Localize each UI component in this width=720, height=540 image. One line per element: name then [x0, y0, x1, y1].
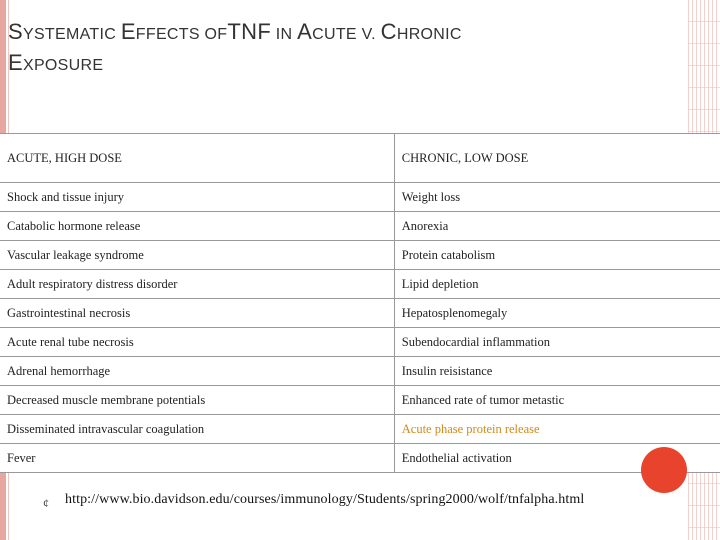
table-header-row [0, 134, 720, 183]
chronic-cell: Endothelial activation [394, 444, 720, 473]
table-row [0, 212, 720, 241]
acute-cell: Decreased muscle membrane potentials [0, 386, 394, 415]
table-row [0, 444, 720, 473]
acute-cell: Disseminated intravascular coagulation [0, 415, 394, 444]
table-row [0, 299, 720, 328]
source-url[interactable]: http://www.bio.davidson.edu/courses/immunology/Students/spring2000/wolf/tnfalpha.html [65, 492, 585, 507]
acute-cell: Vascular leakage syndrome [0, 241, 394, 270]
table-row [0, 386, 720, 415]
chronic-cell-highlighted: Acute phase protein release [394, 415, 720, 444]
chronic-cell: Weight loss [394, 183, 720, 212]
decorative-circle [641, 447, 687, 493]
acute-cell: Acute renal tube necrosis [0, 328, 394, 357]
tnf-effects-table [0, 133, 720, 473]
acute-cell: Gastrointestinal necrosis [0, 299, 394, 328]
acute-cell: Catabolic hormone release [0, 212, 394, 241]
bullet-icon: ¢ [43, 496, 49, 510]
table-row [0, 241, 720, 270]
table-row [0, 357, 720, 386]
acute-cell: Adrenal hemorrhage [0, 357, 394, 386]
chronic-cell: Insulin reisistance [394, 357, 720, 386]
chronic-cell: Anorexia [394, 212, 720, 241]
header-acute: ACUTE, HIGH DOSE [0, 134, 394, 183]
chronic-cell: Hepatosplenomegaly [394, 299, 720, 328]
chronic-cell: Subendocardial inflammation [394, 328, 720, 357]
table-row [0, 328, 720, 357]
table-row [0, 270, 720, 299]
acute-cell: Adult respiratory distress disorder [0, 270, 394, 299]
table-row [0, 183, 720, 212]
chronic-cell: Enhanced rate of tumor metastic [394, 386, 720, 415]
table-row [0, 415, 720, 444]
acute-cell: Shock and tissue injury [0, 183, 394, 212]
slide-title: SYSTEMATIC EFFECTS OFTNF IN ACUTE V. CHRONIC EXPOSURE [8, 19, 462, 75]
header-chronic: CHRONIC, LOW DOSE [394, 134, 720, 183]
chronic-cell: Lipid depletion [394, 270, 720, 299]
chronic-cell: Protein catabolism [394, 241, 720, 270]
acute-cell: Fever [0, 444, 394, 473]
